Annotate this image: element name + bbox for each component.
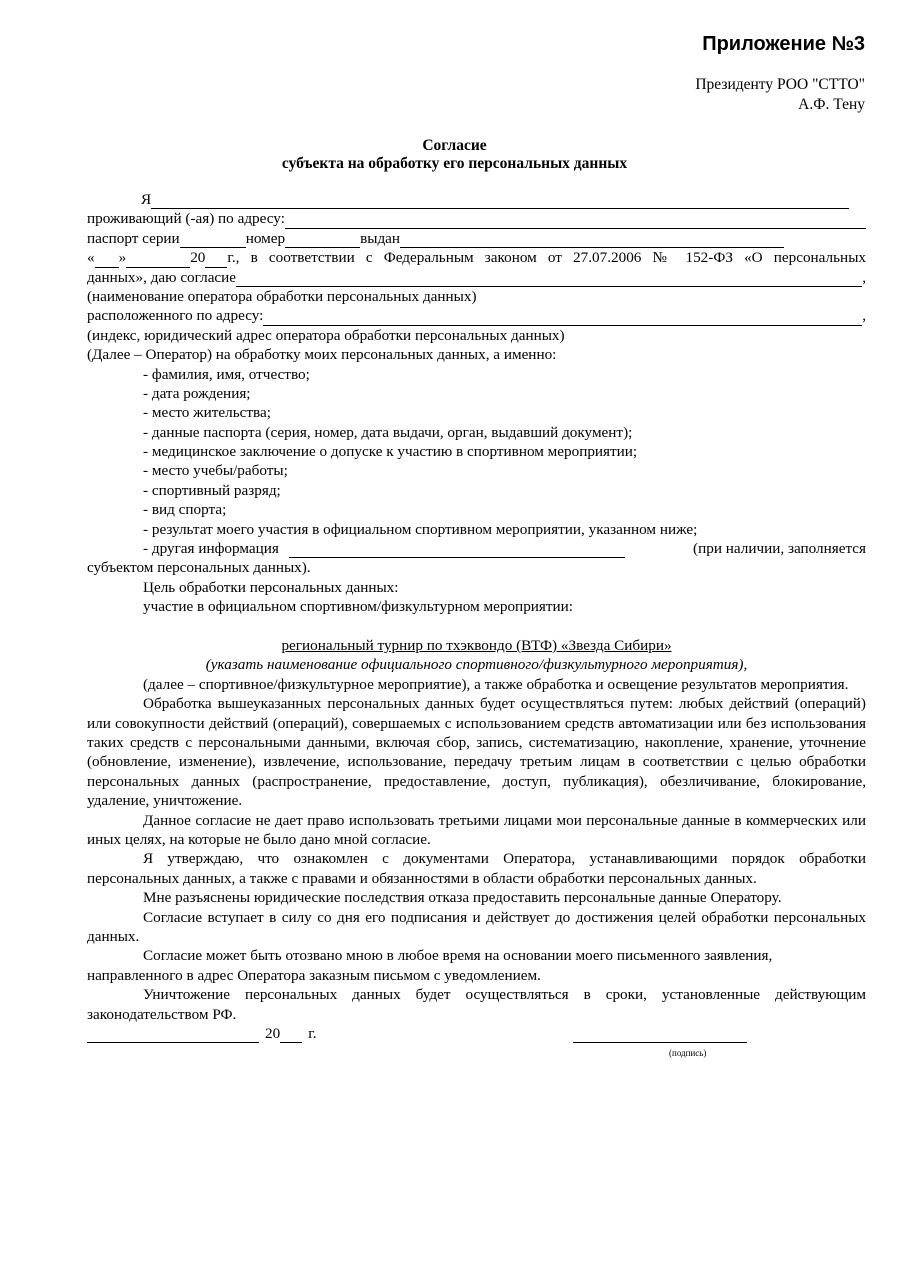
passport-issued-field[interactable] [400, 233, 784, 248]
document-title: Согласие [422, 137, 487, 154]
paragraph-event-description: (далее – спортивное/физкультурное мероприятие), а также обработка и освещение результатов мероприятия. [143, 675, 849, 693]
annex-label: Приложение №3 [702, 33, 865, 55]
i-label: Я [141, 190, 152, 208]
signature-row [87, 1024, 866, 1059]
passport-row [87, 229, 866, 248]
passport-issued-label: выдан [360, 229, 401, 247]
consent-label: данных», даю согласие [87, 268, 237, 286]
addressee-line-1: Президенту РОО "СТТО" [695, 76, 865, 93]
list-item: - вид спорта; [143, 501, 227, 519]
document-subtitle: субъекта на обработку его персональных данных [281, 155, 628, 172]
other-info-field[interactable] [289, 543, 625, 558]
operator-address-row [87, 306, 866, 325]
list-item: - результат моего участия в официальном спортивном мероприятии, указанном ниже; [143, 520, 698, 538]
list-item: - фамилия, имя, отчество; [143, 365, 310, 383]
operator-address-field[interactable] [263, 311, 862, 326]
passport-series-label: паспорт серии [87, 229, 180, 247]
document-body [87, 190, 866, 1059]
event-hint-comma: , [743, 656, 748, 674]
operator-address-hint: (индекс, юридический адрес оператора обработки персональных данных) [87, 326, 565, 344]
signature-year-field[interactable] [280, 1028, 302, 1043]
issue-year-field[interactable] [205, 253, 227, 268]
full-name-field[interactable] [151, 194, 849, 209]
operator-hint: (наименование оператора обработки персональных данных) [87, 287, 477, 305]
paragraph-processing: Обработка вышеуказанных персональных данных будет осуществляться путем: любых действий (операций) или совокупности действий (операций), совершаемых с использованием средств автоматизации или без использования таких средств с персональными данными, включая сбор, запись, систематизацию, накопление, хранение, уточнение (обновление, изменение), извлечение, использование, передачу третьим лицам в соответствии с целью обработки персональных данных (распространение, предоставление, доступ, публикация), обезличивание, блокирование, удаление, уничтожение. [87, 695, 866, 810]
list-item: - дата рождения; [143, 384, 251, 402]
event-name: региональный турнир по тхэквондо (ВТФ) «Звезда Сибири» [281, 636, 672, 654]
paragraph-validity: Согласие вступает в силу со дня его подписания и действует до достижения целей обработки персональных данных. [87, 908, 866, 946]
signature-caption: (подпись) [669, 1048, 707, 1059]
list-item: - место жительства; [143, 404, 271, 422]
paragraph-third-parties: Данное согласие не дает право использовать третьими лицами мои персональные данные в коммерческих или иных целях, на которые не было дано мной согласие. [87, 811, 866, 849]
date-close-quote: » [118, 249, 127, 267]
list-item: - данные паспорта (серия, номер, дата выдачи, орган, выдавший документ); [143, 423, 633, 441]
paragraph-acknowledgement: Я утверждаю, что ознакомлен с документами Оператора, устанавливающими порядок обработки персональных данных, а также с правами и обязанностями в области обработки персональных данных. [87, 850, 866, 887]
event-name-row [87, 636, 866, 655]
law-reference-text: г., в соответствии с Федеральным законом от 27.07.2006 № 152-ФЗ «О персональных [227, 249, 866, 267]
name-row [87, 190, 866, 209]
date-open-quote: « [87, 249, 95, 267]
signature-date-field[interactable] [87, 1028, 259, 1043]
address-row [87, 209, 866, 228]
purpose-text: участие в официальном спортивном/физкультурном мероприятии: [143, 598, 574, 616]
address-field[interactable] [285, 214, 866, 229]
other-info-suffix: (при наличии, заполняется [693, 540, 866, 558]
issue-day-field[interactable] [95, 253, 119, 268]
operator-name-field[interactable] [236, 272, 862, 287]
signature-field[interactable] [573, 1028, 747, 1043]
passport-number-label: номер [245, 229, 286, 247]
list-item: - медицинское заключение о допуске к участию в спортивном мероприятии; [143, 443, 638, 461]
event-hint-row [87, 655, 866, 674]
addressee-block [695, 75, 865, 115]
addressee-line-2: А.Ф. Тену [798, 96, 865, 113]
issue-date-row [87, 248, 866, 267]
consent-comma: , [862, 268, 866, 286]
purpose-label: Цель обработки персональных данных: [143, 578, 399, 596]
other-info-continuation: субъектом персональных данных). [87, 559, 311, 577]
address-label: проживающий (-ая) по адресу: [87, 210, 285, 228]
other-info-row [87, 539, 866, 558]
other-info-prefix: - другая информация [143, 540, 279, 558]
data-items-list [87, 365, 866, 540]
data-list-intro: (Далее – Оператор) на обработку моих персональных данных, а именно: [87, 346, 557, 364]
event-hint: (указать наименование официального спортивного/физкультурного мероприятия) [205, 656, 744, 674]
paragraph-consequences: Мне разъяснены юридические последствия отказа предоставить персональные данные Оператору. [143, 889, 782, 907]
list-item: - место учебы/работы; [143, 462, 288, 480]
list-item: - спортивный разряд; [143, 481, 281, 499]
signature-year-suffix: г. [308, 1025, 317, 1043]
passport-series-field[interactable] [180, 233, 246, 248]
issue-month-field[interactable] [126, 253, 190, 268]
located-label: расположенного по адресу: [87, 307, 264, 325]
operator-address-comma: , [862, 307, 866, 325]
paragraph-revocation: Согласие может быть отозвано мною в любое время на основании моего письменного заявления, направленного в адрес Оператора заказным письмом с уведомлением. [87, 947, 773, 984]
consent-row [87, 268, 866, 287]
paragraph-destruction: Уничтожение персональных данных будет осуществляться в сроки, установленные действующим законодательством РФ. [87, 986, 866, 1023]
signature-year-prefix: 20 [265, 1025, 281, 1043]
passport-number-field[interactable] [285, 233, 360, 248]
issue-year-prefix: 20 [190, 249, 206, 267]
